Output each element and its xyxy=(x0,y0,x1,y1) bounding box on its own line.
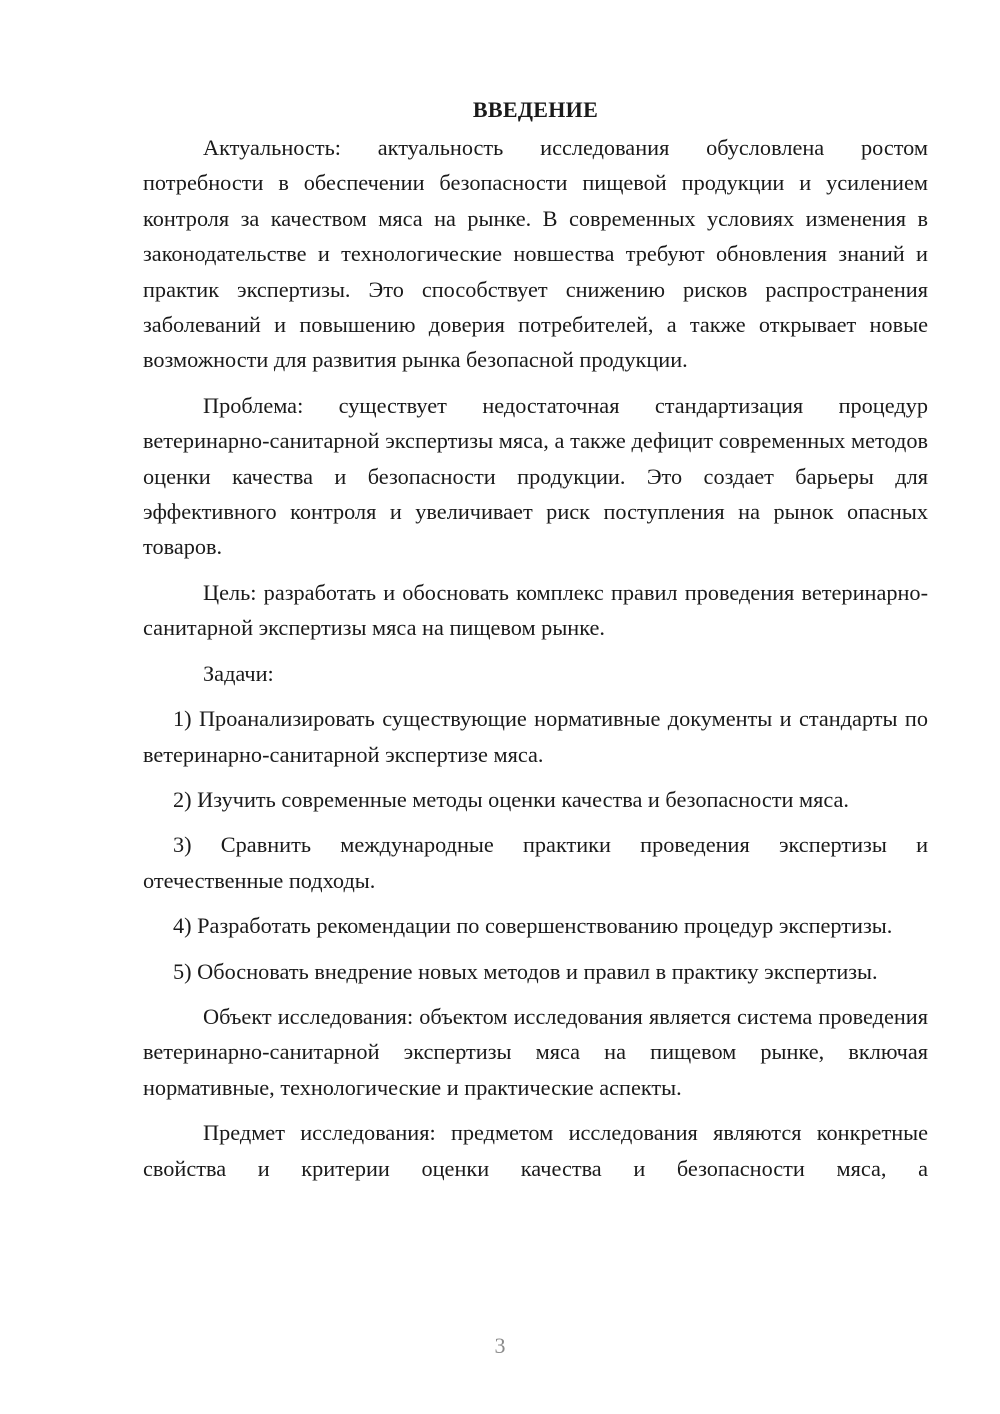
task-item: 4) Разработать рекомендации по совершенствованию процедур экспертизы. xyxy=(173,913,893,939)
paragraph-object: Объект исследования: объектом исследования является система проведения ветеринарно-санитарной экспертизы мяса на пищевом рынке, включая нормативные, технологические и практические аспекты. xyxy=(143,1003,928,1100)
task-item: 3) Сравнить международные практики проведения экспертизы и отечественные подходы. xyxy=(143,832,928,893)
task-item: 2) Изучить современные методы оценки качества и безопасности мяса. xyxy=(173,786,849,812)
page-number: 3 xyxy=(494,1333,506,1358)
paragraph-subject: Предмет исследования: предметом исследования являются конкретные свойства и критерии оценки качества и безопасности мяса, а xyxy=(143,1120,928,1181)
document-page xyxy=(143,92,928,1196)
paragraph-relevance: Актуальность: актуальность исследования обусловлена ростом потребности в обеспечении безопасности пищевой продукции и усилением контроля за качеством мяса на рынке. В современных условиях изменения в законодательстве и технологические новшества требуют обновления знаний и практик экспертизы. Это способствует снижению рисков распространения заболеваний и повышению доверия потребителей, а также открывает новые возможности для развития рынка безопасной продукции. xyxy=(143,135,928,373)
task-item: 5) Обосновать внедрение новых методов и правил в практику экспертизы. xyxy=(173,958,878,984)
section-heading: ВВЕДЕНИЕ xyxy=(472,97,599,122)
paragraph-goal: Цель: разработать и обосновать комплекс правил проведения ветеринарно-санитарной экспертизы мяса на пищевом рынке. xyxy=(143,579,928,641)
paragraph-problem: Проблема: существует недостаточная стандартизация процедур ветеринарно-санитарной экспертизы мяса, а также дефицит современных методов оценки качества и безопасности продукции. Это создает барьеры для эффективного контроля и увеличивает риск поступления на рынок опасных товаров. xyxy=(143,392,928,560)
task-item: 1) Проанализировать существующие нормативные документы и стандарты по ветеринарно-санитарной экспертизе мяса. xyxy=(143,706,928,767)
tasks-label: Задачи: xyxy=(203,660,274,686)
